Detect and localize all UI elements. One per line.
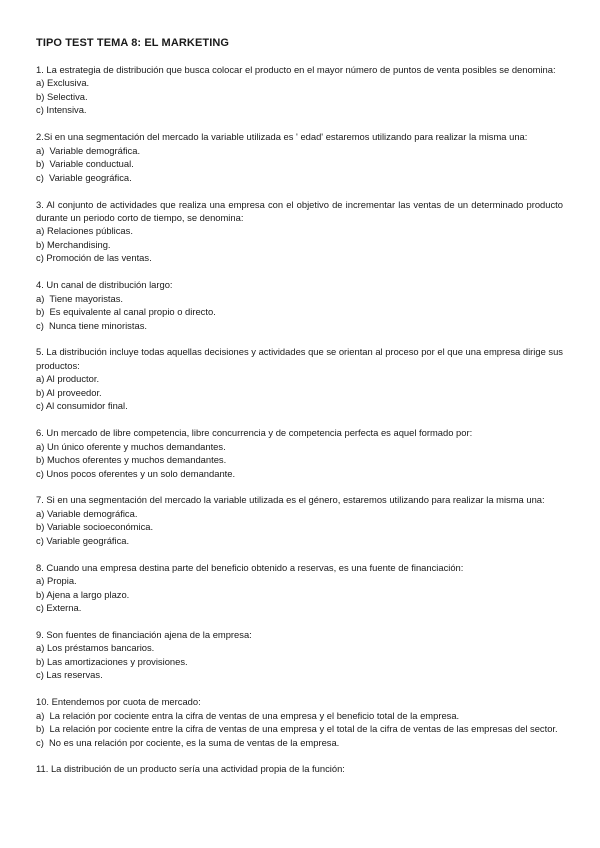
document-title: TIPO TEST TEMA 8: EL MARKETING: [36, 37, 230, 49]
question-stem: 3. Al conjunto de actividades que realiza una empresa con el objetivo de incrementar las ventas de un determinado producto durante un periodo corto de tiempo, se denomina:: [36, 198, 563, 223]
question-stem: 5. La distribución incluye todas aquellas decisiones y actividades que se orientan al proceso por el que una empresa dirige sus productos:: [36, 346, 563, 371]
answer-option: a) La relación por cociente entra la cifra de ventas de una empresa y el beneficio total de la empresa.: [36, 709, 460, 721]
question-stem: 7. Si en una segmentación del mercado la variable utilizada es el género, estaremos utilizando para realizar la misma una:: [36, 494, 545, 506]
question-stem: 1. La estrategia de distribución que busca colocar el producto en el mayor número de puntos de venta posibles se denomina:: [36, 64, 556, 75]
answer-option: a) Tiene mayoristas.: [36, 292, 124, 304]
question-stem: 6. Un mercado de libre competencia, libre concurrencia y de competencia perfecta es aquel formado por:: [36, 427, 473, 439]
answer-option: c) Al consumidor final.: [36, 400, 128, 412]
answer-option: a) Al productor.: [36, 373, 100, 385]
answer-option: b) Variable conductual.: [36, 158, 134, 170]
answer-option: c) Intensiva.: [36, 104, 87, 116]
question-stem: 8. Cuando una empresa destina parte del beneficio obtenido a reservas, es una fuente de financiación:: [36, 561, 464, 573]
question-stem: 2.Si en una segmentación del mercado la variable utilizada es ' edad' estaremos utilizando para realizar la misma una:: [36, 131, 528, 143]
question-stem: 11. La distribución de un producto sería una actividad propia de la función:: [36, 763, 345, 775]
answer-option: b) Merchandising.: [36, 238, 111, 250]
question-list: [36, 63, 563, 776]
question-10: [36, 695, 563, 749]
answer-option: a) Variable demográfica.: [36, 144, 141, 156]
question-4: [36, 278, 563, 332]
answer-option: c) Variable geográfica.: [36, 171, 132, 183]
answer-option: c) Unos pocos oferentes y un solo demandante.: [36, 467, 236, 479]
question-11: [36, 762, 563, 775]
document-page: [36, 36, 563, 789]
answer-option: b) Ajena a largo plazo.: [36, 588, 130, 600]
answer-option: a) Un único oferente y muchos demandantes.: [36, 440, 226, 452]
answer-option: c) No es una relación por cociente, es la suma de ventas de la empresa.: [36, 736, 340, 748]
answer-option: a) Exclusiva.: [36, 77, 90, 89]
answer-option: a) Propia.: [36, 575, 77, 587]
answer-option: b) Muchos oferentes y muchos demandantes.: [36, 454, 227, 466]
answer-option: a) Variable demográfica.: [36, 507, 138, 519]
answer-option: c) Promoción de las ventas.: [36, 252, 152, 264]
answer-option: c) Variable geográfica.: [36, 534, 130, 546]
question-7: [36, 493, 563, 547]
question-stem: 10. Entendemos por cuota de mercado:: [36, 696, 201, 708]
question-6: [36, 426, 563, 480]
answer-option: b) Las amortizaciones y provisiones.: [36, 655, 188, 667]
answer-option: a) Los préstamos bancarios.: [36, 642, 155, 654]
answer-option: b) Variable socioeconómica.: [36, 521, 154, 533]
answer-option: a) Relaciones públicas.: [36, 225, 133, 237]
answer-option: b) Es equivalente al canal propio o directo.: [36, 306, 216, 318]
answer-option: b) Al proveedor.: [36, 386, 102, 398]
question-2: [36, 130, 563, 184]
answer-option: b) La relación por cociente entre la cifra de ventas de una empresa y el total de la cifra de ventas de las empresas del sector.: [36, 723, 558, 735]
answer-option: c) Las reservas.: [36, 669, 103, 681]
answer-option: c) Externa.: [36, 602, 82, 614]
question-1: [36, 63, 563, 117]
answer-option: c) Nunca tiene minoristas.: [36, 319, 147, 331]
question-9: [36, 628, 563, 682]
question-3: [36, 198, 563, 265]
question-stem: 4. Un canal de distribución largo:: [36, 279, 173, 291]
answer-option: b) Selectiva.: [36, 90, 88, 102]
question-stem: 9. Son fuentes de financiación ajena de la empresa:: [36, 628, 252, 640]
question-5: [36, 345, 563, 412]
question-8: [36, 561, 563, 615]
